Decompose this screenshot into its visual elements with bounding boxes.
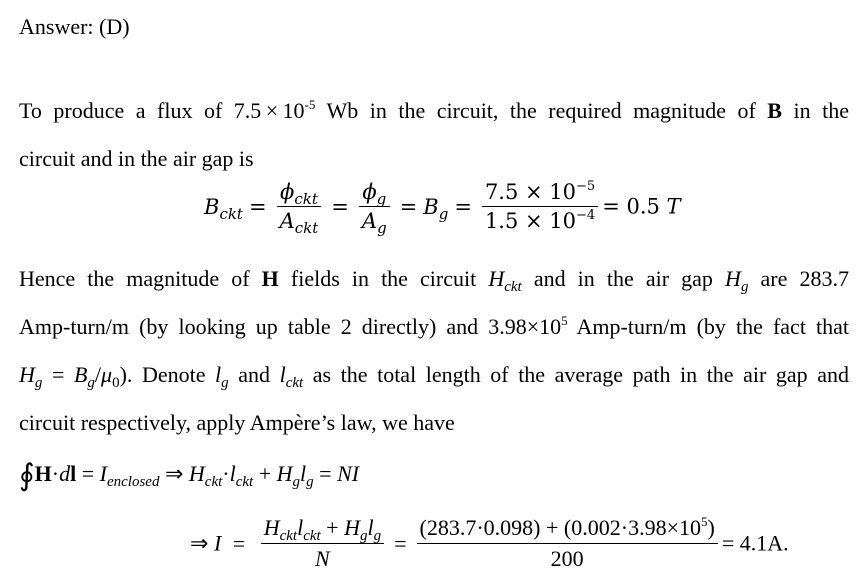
- para1-mid: Wb in the circuit, the required magnitude of: [315, 98, 768, 123]
- para1-bold-B: B: [767, 98, 782, 123]
- contour-integral-symbol: ∮: [19, 459, 35, 492]
- eq1-frac1: $\frac{\phi_{ckt}}{A_{ckt}}$: [277, 180, 322, 233]
- para1-exp: -5: [304, 97, 316, 112]
- equation-ampere-law: ∮H·dl = $I_{enclosed}$ ⇒ $H_{ckt}\cdot l_{ckt} + H_gl_g$ = NI: [19, 459, 360, 492]
- equation-flux-density: $B_{ckt}$ = $\frac{\phi_{ckt}}{A_{ckt}}$ = $\frac{\phi_g}{A_g}$ = $B_g$ = $\frac{7.5 \times 10^{-5}}{1.5 \times 10^{-4}}$ = 0.5 T: [204, 179, 681, 237]
- eq3-frac1: $\frac{H_{ckt}l_{ckt} + H_gl_g}{N}$: [261, 515, 384, 572]
- eq1-frac2: $\frac{\phi_g}{A_g}$: [359, 180, 390, 233]
- para2-bold-H: H: [261, 266, 279, 291]
- eq1-lhs-sub: ckt: [219, 204, 243, 223]
- para2-line4: circuit respectively, apply Ampère’s law, we have: [19, 410, 455, 435]
- para2-line2: Amp-turn/m (by looking up table 2 directly) and $3.98\times 10^5$ Amp-turn/m (by the fact that: [19, 313, 850, 339]
- para1-line2: [19, 146, 254, 172]
- eq3-frac2: $\frac{(283.7\cdot 0.098) + (0.002\cdot 3.98\times 10^5)}{200}$: [417, 515, 718, 572]
- eq1-result: = 0.5: [602, 194, 667, 219]
- eq1-frac3: $\frac{7.5 \times 10^{-5}}{1.5 \times 10^{-4}}$: [482, 180, 598, 233]
- para2-line1: Hence the magnitude of H fields in the circuit $H_{ckt}$ and in the air gap $H_g$ are 283.7: [19, 266, 849, 295]
- eq1-mid: B: [423, 194, 439, 219]
- eq1-unit: T: [666, 194, 681, 219]
- para1-line1: [19, 98, 849, 124]
- para1-post: in the: [781, 98, 849, 123]
- eq1-mid-sub: g: [438, 204, 449, 223]
- answer-line: [19, 14, 130, 40]
- eq1-lhs: B: [204, 194, 220, 219]
- equation-current: ⇒ I = $\frac{H_{ckt}l_{ckt} + H_gl_g}{N}$ = $\frac{(283.7\cdot 0.098) + (0.002\cdot 3.98\times 10^5)}{200}$ = 4.1A.: [190, 514, 789, 571]
- para1-pre: To produce a flux of 7.5 × 10: [19, 98, 305, 123]
- para2-line3: $H_g = B_g/\mu_0$). Denote $l_g$ and $l_{ckt}$ as the total length of the average path in the air gap and: [19, 362, 850, 391]
- para1-line2-text: circuit and in the air gap is: [19, 146, 254, 171]
- eq3-result: = 4.1A.: [721, 530, 789, 556]
- answer-text: Answer: (D): [19, 14, 130, 39]
